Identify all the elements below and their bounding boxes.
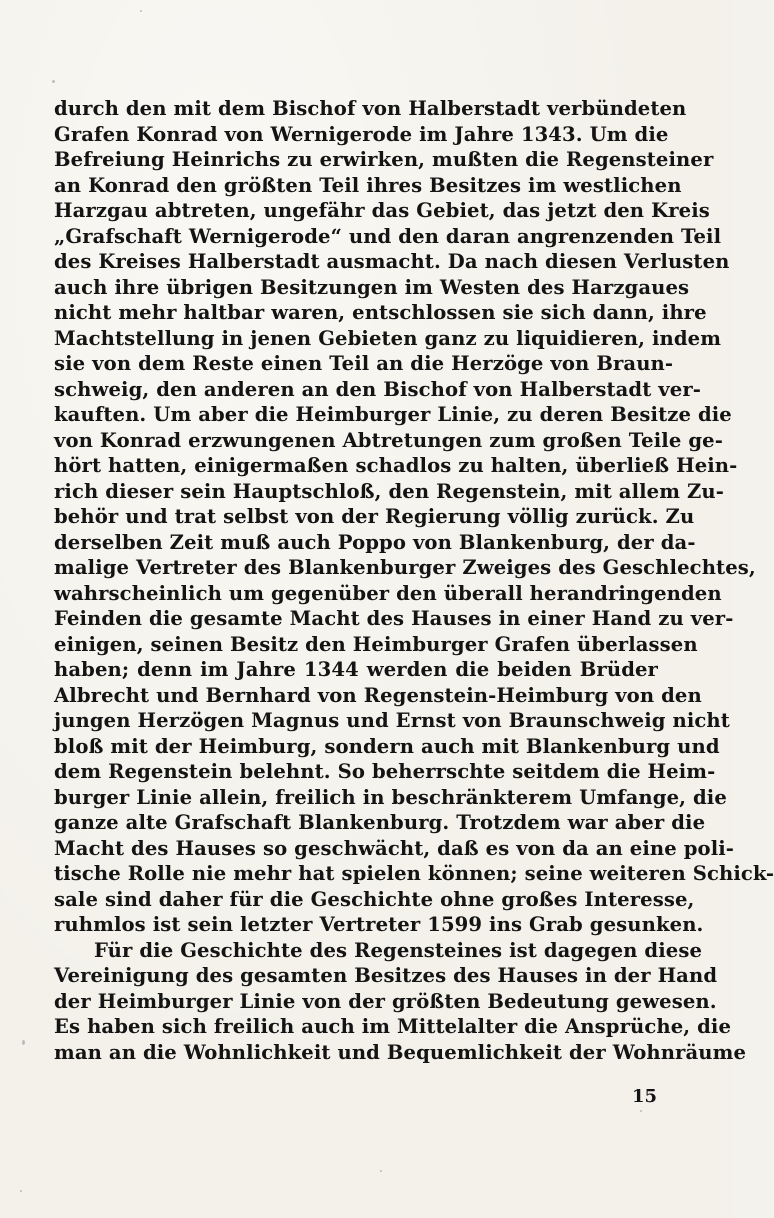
paper-speck (22, 1040, 25, 1045)
text-line: burger Linie allein, freilich in beschränkterem Umfange, die (54, 785, 727, 809)
text-line: einigen, seinen Besitz den Heimburger Grafen überlassen (54, 632, 698, 656)
text-line: der Heimburger Linie von der größten Bedeutung gewesen. (54, 989, 717, 1013)
page-number: 15 (632, 1086, 658, 1107)
text-line: Machtstellung in jenen Gebieten ganz zu liquidieren, indem (54, 326, 722, 350)
text-line: jungen Herzögen Magnus und Ernst von Braunschweig nicht (54, 709, 730, 732)
text-line: von Konrad erzwungenen Abtretungen zum großen Teile ge- (54, 428, 723, 452)
text-line: malige Vertreter des Blankenburger Zweiges des Geschlechtes, (54, 556, 756, 579)
text-line: Feinden die gesamte Macht des Hauses in einer Hand zu ver- (54, 607, 734, 630)
text-line: behör und trat selbst von der Regierung völlig zurück. Zu (54, 505, 695, 528)
paper-speck (640, 1110, 642, 1112)
paper-speck (140, 10, 142, 12)
text-line: durch den mit dem Bischof von Halberstadt verbündeten (54, 97, 687, 120)
paper-speck (380, 1170, 382, 1172)
body-text (54, 96, 774, 1065)
text-line: Grafen Konrad von Wernigerode im Jahre 1343. Um die (54, 122, 669, 146)
text-line: Macht des Hauses so geschwächt, daß es von da an eine poli- (54, 836, 735, 860)
text-line: schweig, den anderen an den Bischof von Halberstadt ver- (54, 377, 701, 401)
text-line: nicht mehr haltbar waren, entschlossen sie sich dann, ihre (54, 301, 707, 324)
paper-speck (20, 1190, 22, 1192)
text-line: man an die Wohnlichkeit und Bequemlichkeit der Wohnräume (54, 1040, 747, 1064)
text-line: Albrecht und Bernhard von Regenstein-Heimburg von den (54, 683, 702, 707)
paragraph (54, 938, 747, 1066)
text-line: Für die Geschichte des Regensteines ist dagegen diese (94, 938, 703, 962)
text-line: tische Rolle nie mehr hat spielen können; seine weiteren Schick- (54, 862, 774, 885)
text-line: Harzgau abtreten, ungefähr das Gebiet, das jetzt den Kreis (54, 199, 710, 222)
text-line: an Konrad den größten Teil ihres Besitzes im westlichen (54, 173, 682, 197)
text-line: Vereinigung des gesamten Besitzes des Hauses in der Hand (54, 964, 718, 987)
text-line: derselben Zeit muß auch Poppo von Blankenburg, der da- (54, 530, 696, 554)
text-line: ruhmlos ist sein letzter Vertreter 1599 ins Grab gesunken. (54, 913, 704, 936)
text-line: Befreiung Heinrichs zu erwirken, mußten die Regensteiner (54, 148, 714, 171)
text-line: hört hatten, einigermaßen schadlos zu halten, überließ Hein- (54, 454, 738, 477)
text-line: ganze alte Grafschaft Blankenburg. Trotzdem war aber die (54, 811, 706, 834)
text-line: „Grafschaft Wernigerode“ und den daran angrenzenden Teil (54, 224, 722, 248)
text-line: haben; denn im Jahre 1344 werden die beiden Brüder (54, 658, 658, 681)
text-line: rich dieser sein Hauptschloß, den Regenstein, mit allem Zu- (54, 479, 724, 503)
text-line: des Kreises Halberstadt ausmacht. Da nach diesen Verlusten (54, 250, 730, 273)
text-line: sie von dem Reste einen Teil an die Herzöge von Braun- (54, 352, 674, 375)
paper-speck (52, 80, 55, 83)
text-line: Es haben sich freilich auch im Mittelalter die Ansprüche, die (54, 1015, 732, 1038)
text-line: dem Regenstein belehnt. So beherrschte seitdem die Heim- (54, 760, 716, 783)
text-line: wahrscheinlich um gegenüber den überall herandringenden (54, 581, 722, 605)
text-line: bloß mit der Heimburg, sondern auch mit Blankenburg und (54, 734, 720, 758)
text-line: kauften. Um aber die Heimburger Linie, zu deren Besitze die (54, 403, 732, 426)
text-line: auch ihre übrigen Besitzungen im Westen des Harzgaues (54, 275, 690, 299)
text-line: sale sind daher für die Geschichte ohne großes Interesse, (54, 887, 695, 911)
paragraph (54, 96, 774, 938)
